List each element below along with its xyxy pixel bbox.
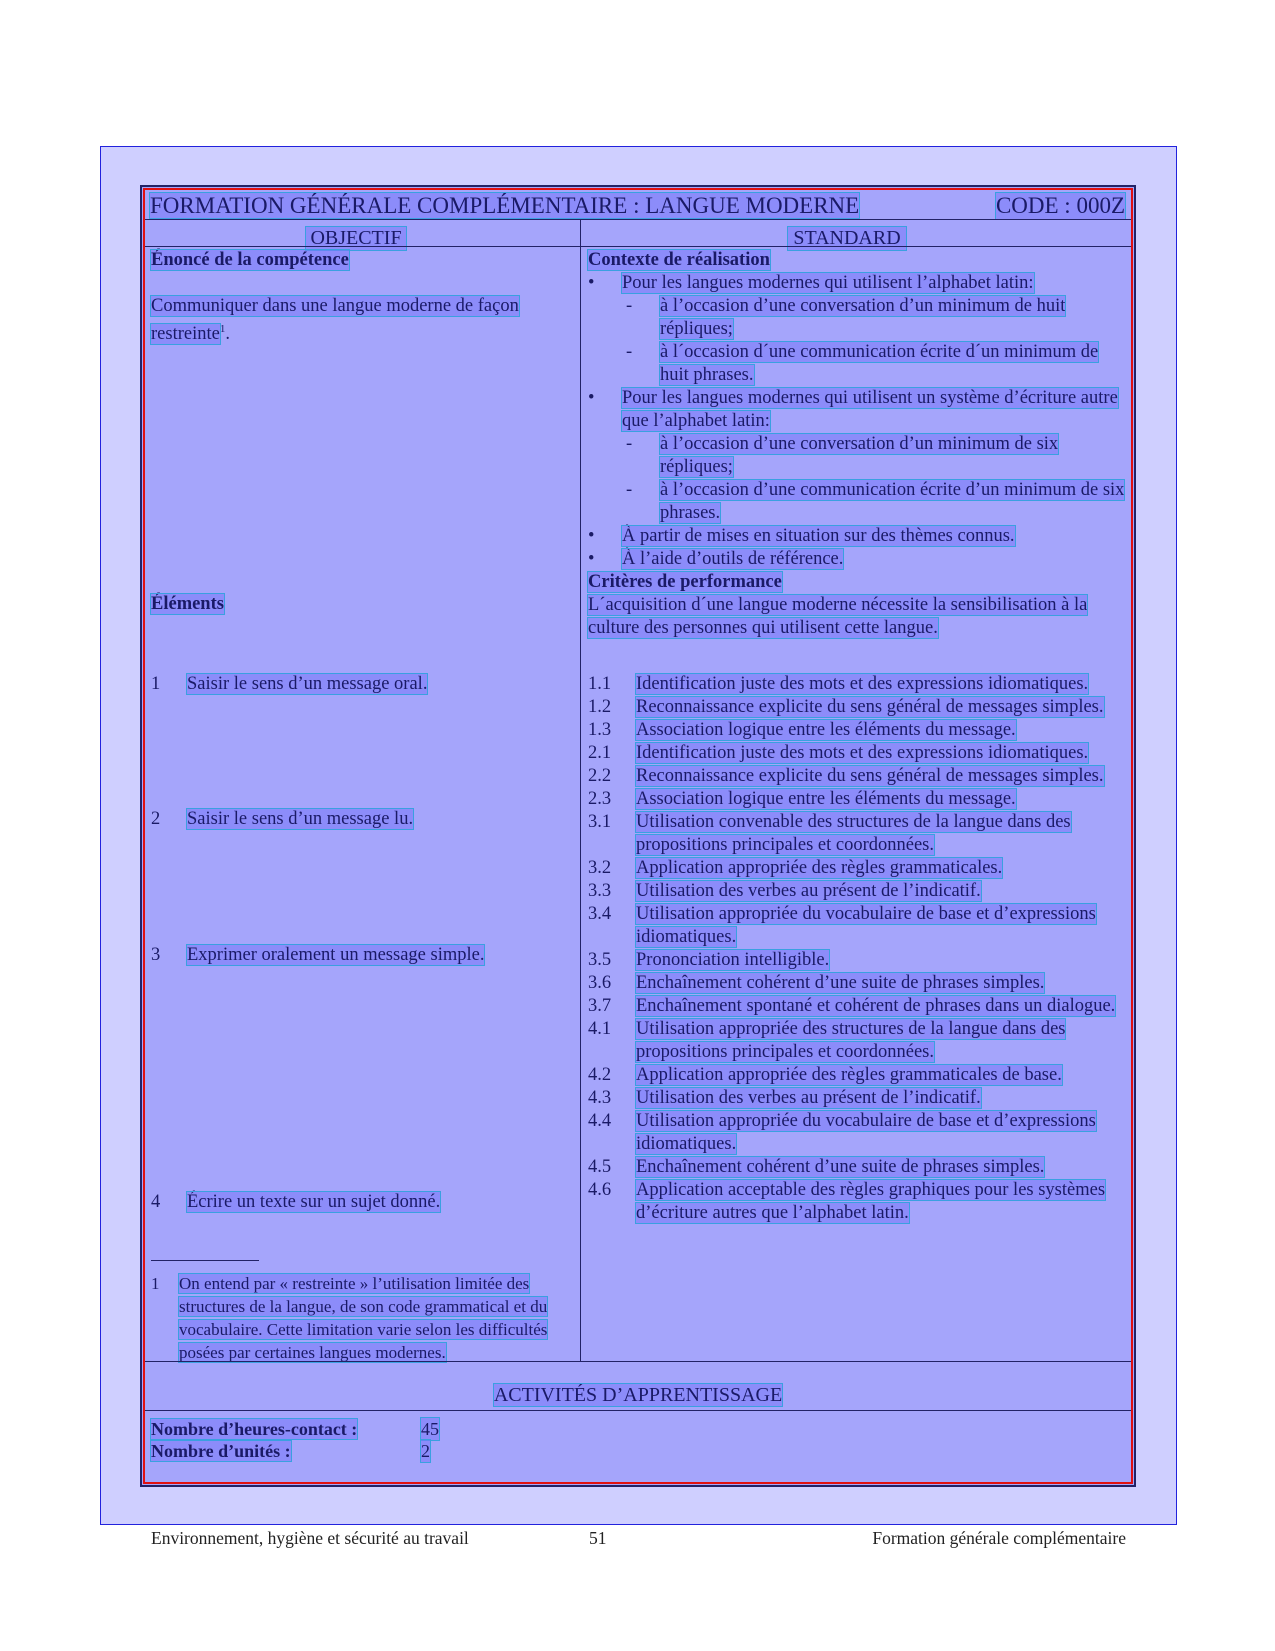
criterion	[588, 1110, 1128, 1156]
criterion	[588, 949, 1128, 972]
objectif-column: Énoncé de la compétence Communiquer dans une langue moderne de façon restreinte$^1$.	[151, 250, 519, 345]
bullet-text: Pour les langues modernes qui utilisent un système d’écriture autre que l’alphabet latin:	[622, 388, 1118, 431]
criterion-number: 4.5	[588, 1157, 612, 1177]
criterion	[588, 880, 1128, 903]
criterion-text: Application appropriée des règles grammaticales de base.	[636, 1065, 1062, 1085]
element-item	[151, 673, 607, 696]
context-bullet: • Pour les langues modernes qui utilisent un système d’écriture autre que l’alphabet latin:	[588, 388, 1118, 431]
element-item	[151, 1191, 607, 1214]
criterion	[588, 972, 1128, 995]
context-dash: - à l’occasion d’une communication écrite d’un minimum de six phrases.	[626, 480, 1125, 523]
criterion-text: Utilisation des verbes au présent de l’indicatif.	[636, 881, 981, 901]
element-number: 3	[151, 945, 161, 965]
divider	[143, 246, 1133, 247]
criterion-number: 2.1	[588, 743, 612, 763]
hours-block	[151, 1418, 439, 1462]
criterion-text: Association logique entre les éléments du message.	[636, 720, 1016, 740]
criterion-text: Enchaînement cohérent d’une suite de phrases simples.	[636, 973, 1045, 993]
criterion	[588, 788, 1128, 811]
criterion-text: Prononciation intelligible.	[636, 950, 830, 970]
units-label: Nombre d’unités :	[151, 1441, 291, 1461]
column-header-objectif: OBJECTIF	[306, 227, 406, 250]
criterion-text: Utilisation des verbes au présent de l’indicatif.	[636, 1088, 981, 1108]
column-header-standard: STANDARD	[788, 227, 906, 250]
contexte-heading: Contexte de réalisation	[588, 250, 770, 270]
criteria-list	[588, 673, 1128, 1225]
criterion-text: Reconnaissance explicite du sens général de messages simples.	[636, 766, 1104, 786]
page-footer	[151, 1528, 1126, 1549]
activities-row	[143, 1384, 1133, 1407]
criterion-text: Identification juste des mots et des expressions idiomatiques.	[636, 743, 1089, 763]
criterion-number: 2.3	[588, 789, 612, 809]
element-text: Exprimer oralement un message simple.	[187, 945, 485, 965]
element-item	[151, 808, 607, 831]
criterion-text: Association logique entre les éléments du message.	[636, 789, 1016, 809]
criterion-number: 3.2	[588, 858, 612, 878]
criterion-number: 4.3	[588, 1088, 612, 1108]
criterion-text: Utilisation appropriée du vocabulaire de base et d’expressions idiomatiques.	[636, 904, 1096, 947]
criterion-number: 1.1	[588, 674, 612, 694]
criterion	[588, 673, 1128, 696]
column-divider	[580, 219, 581, 1361]
criterion-number: 3.7	[588, 996, 612, 1016]
standard-column	[588, 249, 1128, 640]
element-text: Saisir le sens d’un message oral.	[187, 674, 428, 694]
criterion-number: 3.3	[588, 881, 612, 901]
criterion	[588, 995, 1128, 1018]
criterion-number: 4.4	[588, 1111, 612, 1131]
footnote-number: 1	[151, 1274, 160, 1293]
criterion	[588, 811, 1128, 857]
criterion	[588, 1018, 1128, 1064]
criteres-intro: L´acquisition d´une langue moderne nécessite la sensibilisation à la culture des personnes qui utilisent cette langue.	[588, 595, 1088, 638]
criterion-text: Utilisation appropriée des structures de la langue dans des propositions principales et coordonnées.	[636, 1019, 1066, 1062]
criterion-text: Application appropriée des règles grammaticales.	[636, 858, 1003, 878]
criterion	[588, 857, 1128, 880]
criterion-text: Identification juste des mots et des expressions idiomatiques.	[636, 674, 1089, 694]
element-number: 2	[151, 809, 161, 829]
criterion-number: 1.2	[588, 697, 612, 717]
bullet-text: Pour les langues modernes qui utilisent l’alphabet latin:	[622, 273, 1034, 293]
divider	[143, 219, 1133, 220]
activities-heading: ACTIVITÉS D’APPRENTISSAGE	[493, 1384, 783, 1406]
units-value: 2	[421, 1441, 430, 1461]
dash-text: à l’occasion d’une conversation d’un minimum de six répliques;	[660, 434, 1059, 477]
form-title-row	[150, 193, 1125, 219]
criterion	[588, 742, 1128, 765]
divider	[143, 1361, 1133, 1362]
footnote-rule	[151, 1260, 259, 1261]
footnote-text: On entend par « restreinte » l’utilisation limitée des structures de la langue, de son code grammatical et du vocabulaire. Cette limitation varie selon les difficultés posées par certaines langues modernes.	[179, 1274, 548, 1362]
criterion	[588, 719, 1128, 742]
footnote	[151, 1272, 571, 1364]
criterion-number: 4.6	[588, 1180, 612, 1200]
enonce-heading: Énoncé de la compétence	[151, 250, 349, 270]
hours-label: Nombre d’heures-contact :	[151, 1419, 358, 1439]
hours-value: 45	[421, 1419, 439, 1439]
criterion	[588, 1156, 1128, 1179]
context-bullet: • Pour les langues modernes qui utilisent l’alphabet latin:	[588, 273, 1034, 293]
dash-text: à l´occasion d´une communication écrite d´un minimum de huit phrases.	[660, 342, 1099, 385]
criterion	[588, 765, 1128, 788]
criteres-heading: Critères de performance	[588, 572, 782, 592]
criterion-number: 3.4	[588, 904, 612, 924]
footer-right: Formation générale complémentaire	[872, 1528, 1126, 1548]
elements-heading-wrap	[151, 593, 571, 616]
dash-text: à l’occasion d’une conversation d’un minimum de huit répliques;	[660, 296, 1066, 339]
elements-heading: Éléments	[151, 594, 224, 614]
enonce-text: Communiquer dans une langue moderne de façon restreinte	[151, 296, 519, 345]
criterion-number: 3.5	[588, 950, 612, 970]
bullet-text: À l’aide d’outils de référence.	[622, 549, 844, 569]
criterion	[588, 1179, 1128, 1225]
dash-text: à l’occasion d’une communication écrite d’un minimum de six phrases.	[660, 480, 1125, 523]
context-dash: - à l’occasion d’une conversation d’un minimum de huit répliques;	[626, 296, 1066, 339]
element-item	[151, 944, 607, 967]
bullet-text: À partir de mises en situation sur des thèmes connus.	[622, 526, 1015, 546]
criterion	[588, 1064, 1128, 1087]
criterion-text: Enchaînement cohérent d’une suite de phrases simples.	[636, 1157, 1045, 1177]
context-bullet: • À partir de mises en situation sur des thèmes connus.	[588, 526, 1015, 546]
element-text: Écrire un texte sur un sujet donné.	[187, 1192, 441, 1212]
form-code: CODE : 000Z	[995, 193, 1125, 218]
divider	[143, 1410, 1133, 1411]
footer-left: Environnement, hygiène et sécurité au travail	[151, 1528, 469, 1548]
form-title: FORMATION GÉNÉRALE COMPLÉMENTAIRE : LANGUE MODERNE	[150, 193, 860, 218]
criterion	[588, 903, 1128, 949]
criterion-number: 4.1	[588, 1019, 612, 1039]
context-bullet: • À l’aide d’outils de référence.	[588, 549, 844, 569]
criterion-text: Enchaînement spontané et cohérent de phrases dans un dialogue.	[636, 996, 1116, 1016]
criterion-text: Utilisation appropriée du vocabulaire de base et d’expressions idiomatiques.	[636, 1111, 1096, 1154]
criterion-text: Utilisation convenable des structures de la langue dans des propositions principales et coordonnées.	[636, 812, 1071, 855]
context-dash: - à l´occasion d´une communication écrite d´un minimum de huit phrases.	[626, 342, 1099, 385]
page-number: 51	[589, 1528, 607, 1548]
criterion-text: Application acceptable des règles graphiques pour les systèmes d’écriture autres que l’alphabet latin.	[636, 1180, 1106, 1223]
criterion-number: 2.2	[588, 766, 612, 786]
criterion-number: 3.6	[588, 973, 612, 993]
footnote-ref: 1	[219, 323, 226, 335]
criterion	[588, 696, 1128, 719]
criterion-text: Reconnaissance explicite du sens général de messages simples.	[636, 697, 1104, 717]
element-text: Saisir le sens d’un message lu.	[187, 809, 414, 829]
context-dash: - à l’occasion d’une conversation d’un minimum de six répliques;	[626, 434, 1059, 477]
criterion-number: 1.3	[588, 720, 612, 740]
criterion-number: 4.2	[588, 1065, 612, 1085]
element-number: 4	[151, 1192, 161, 1212]
criterion-number: 3.1	[588, 812, 612, 832]
criterion	[588, 1087, 1128, 1110]
element-number: 1	[151, 674, 161, 694]
